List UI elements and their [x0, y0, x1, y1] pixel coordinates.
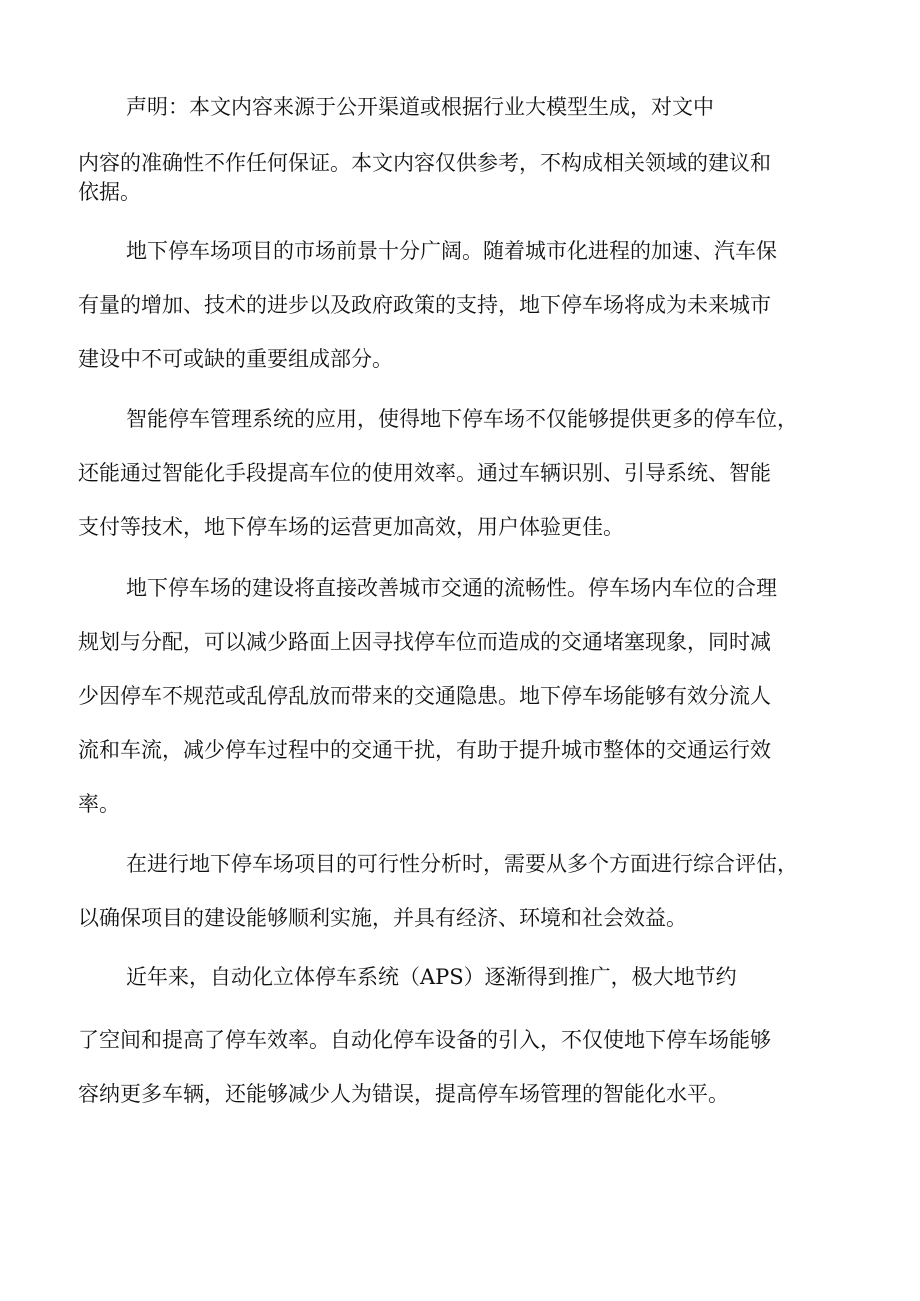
market-outlook-paragraph	[78, 238, 842, 372]
automation-paragraph	[78, 964, 842, 1107]
paragraph-line: 近年来，自动化立体停车系统（APS）逐渐得到推广，极大地节约	[126, 965, 737, 989]
disclaimer-paragraph	[78, 94, 842, 205]
paragraph-line: 内容的准确性不作任何保证。本文内容仅供参考，不构成相关领域的建议和	[78, 151, 771, 175]
paragraph-line: 地下停车场的建设将直接改善城市交通的流畅性。停车场内车位的合理	[126, 576, 777, 600]
paragraph-line: 少因停车不规范或乱停乱放而带来的交通隐患。地下停车场能够有效分流人	[78, 684, 771, 708]
paragraph-line: 地下停车场项目的市场前景十分广阔。随着城市化进程的加速、汽车保	[126, 239, 777, 263]
paragraph-line: 容纳更多车辆，还能够减少人为错误，提高停车场管理的智能化水平。	[78, 1082, 729, 1106]
paragraph-line: 了空间和提高了停车效率。自动化停车设备的引入，不仅使地下停车场能够	[78, 1028, 771, 1052]
paragraph-line: 有量的增加、技术的进步以及政府政策的支持，地下停车场将成为未来城市	[78, 293, 771, 317]
paragraph-line: 率。	[78, 792, 120, 816]
paragraph-line: 以确保项目的建设能够顺利实施，并具有经济、环境和社会效益。	[78, 906, 687, 930]
smart-management-paragraph	[78, 406, 842, 540]
paragraph-line: 依据。	[78, 180, 141, 204]
paragraph-line: 建设中不可或缺的重要组成部分。	[78, 347, 393, 371]
paragraph-line: 智能停车管理系统的应用，使得地下停车场不仅能够提供更多的停车位，	[126, 407, 798, 431]
feasibility-paragraph	[78, 851, 842, 931]
paragraph-line: 声明：本文内容来源于公开渠道或根据行业大模型生成，对文中	[126, 95, 714, 119]
paragraph-line: 流和车流，减少停车过程中的交通干扰，有助于提升城市整体的交通运行效	[78, 738, 771, 762]
paragraph-line: 规划与分配，可以减少路面上因寻找停车位而造成的交通堵塞现象，同时减	[78, 630, 771, 654]
paragraph-line: 在进行地下停车场项目的可行性分析时，需要从多个方面进行综合评估，	[126, 852, 798, 876]
paragraph-line: 支付等技术，地下停车场的运营更加高效，用户体验更佳。	[78, 515, 624, 539]
paragraph-line: 还能通过智能化手段提高车位的使用效率。通过车辆识别、引导系统、智能	[78, 461, 771, 485]
traffic-flow-paragraph	[78, 575, 842, 817]
